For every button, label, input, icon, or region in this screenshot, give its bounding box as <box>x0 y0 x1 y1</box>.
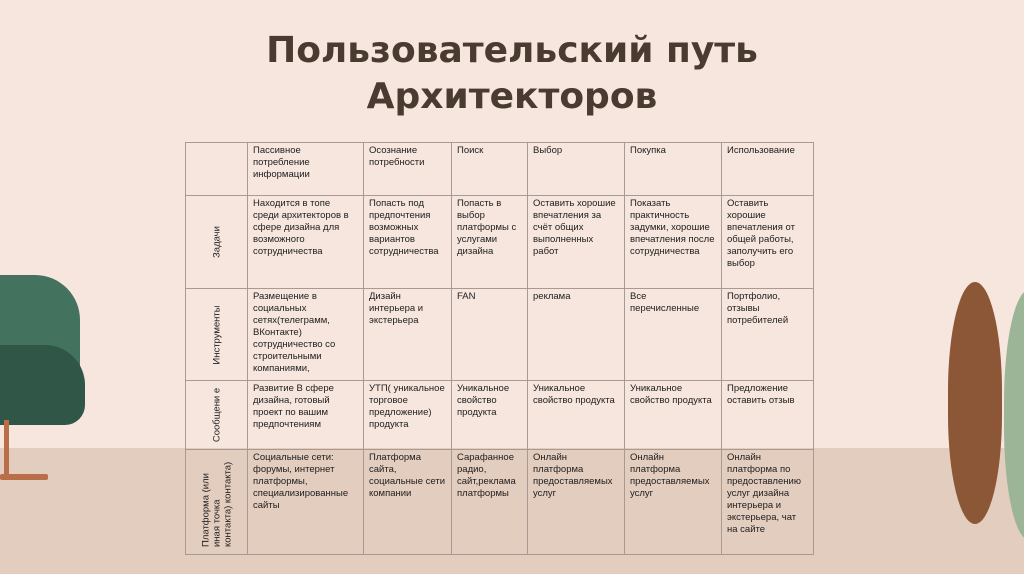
row-header <box>186 381 248 450</box>
table-cell: Дизайн интерьера и экстерьера <box>364 289 452 381</box>
row-label: Сообщени е <box>211 387 222 443</box>
table-cell: Предложение оставить отзыв <box>722 381 814 450</box>
table-cell: Находится в топе среди архитекторов в сфере дизайна для возможного сотрудничества <box>248 196 364 289</box>
table-cell: Онлайн платформа по предоставлению услуг дизайна интерьера и экстерьера, чат на сайте <box>722 450 814 555</box>
table-cell: Онлайн платформа предоставляемых услуг <box>625 450 722 555</box>
armchair-seat <box>0 345 85 425</box>
row-label: Задачи <box>211 226 222 258</box>
table-cell: Попасть под предпочтения возможных вариантов сотрудничества <box>364 196 452 289</box>
table-row <box>186 196 814 289</box>
table-cell: Портфолио, отзывы потребителей <box>722 289 814 381</box>
stage-header: Покупка <box>625 143 722 196</box>
row-label: Платформа (или иная точка контакта) контакта) <box>200 461 233 547</box>
row-label: Инструменты <box>211 304 222 365</box>
table-cell: Оставить хорошие впечатления от общей работы, заполучить его выбор <box>722 196 814 289</box>
table-cell: УТП( уникальное торговое предложение) продукта <box>364 381 452 450</box>
row-header <box>186 450 248 555</box>
stage-header: Выбор <box>528 143 625 196</box>
slide-title <box>0 28 1024 120</box>
table-cell: Социальные сети: форумы, интернет платформы, специализированные сайты <box>248 450 364 555</box>
table-cell: Показать практичность задумки, хорошие впечатления после сотрудничества <box>625 196 722 289</box>
table-cell: Попасть в выбор платформы с услугами дизайна <box>452 196 528 289</box>
table-cell: Уникальное свойство продукта <box>625 381 722 450</box>
corner-cell <box>186 143 248 196</box>
table-cell: Сарафанное радио, сайт,реклама платформы <box>452 450 528 555</box>
stage-header: Использование <box>722 143 814 196</box>
brown-vase <box>948 282 1002 524</box>
table-row <box>186 450 814 555</box>
stage-header: Пассивное потребление информации <box>248 143 364 196</box>
table-cell: Размещение в социальных сетях(телеграмм, ВКонтакте) сотрудничество со строительными компаниями, <box>248 289 364 381</box>
user-journey-table <box>185 142 814 555</box>
stage-header: Осознание потребности <box>364 143 452 196</box>
table-cell: Платформа сайта, социальные сети компании <box>364 450 452 555</box>
table-row <box>186 381 814 450</box>
table-row <box>186 289 814 381</box>
title-line-2: Архитекторов <box>366 76 658 117</box>
row-header <box>186 289 248 381</box>
stage-header: Поиск <box>452 143 528 196</box>
table-cell: Развитие В сфере дизайна, готовый проект по вашим предпочтениям <box>248 381 364 450</box>
table-cell: реклама <box>528 289 625 381</box>
title-line-1: Пользовательский путь <box>266 30 758 71</box>
armchair-leg <box>4 420 9 478</box>
table-cell: Оставить хорошие впечатления за счёт общих выполненных работ <box>528 196 625 289</box>
table-cell: FAN <box>452 289 528 381</box>
table-cell: Уникальное свойство продукта <box>452 381 528 450</box>
header-row <box>186 143 814 196</box>
row-header <box>186 196 248 289</box>
table-cell: Все перечисленные <box>625 289 722 381</box>
armchair-foot <box>0 474 48 480</box>
table-cell: Онлайн платформа предоставляемых услуг <box>528 450 625 555</box>
table-cell: Уникальное свойство продукта <box>528 381 625 450</box>
